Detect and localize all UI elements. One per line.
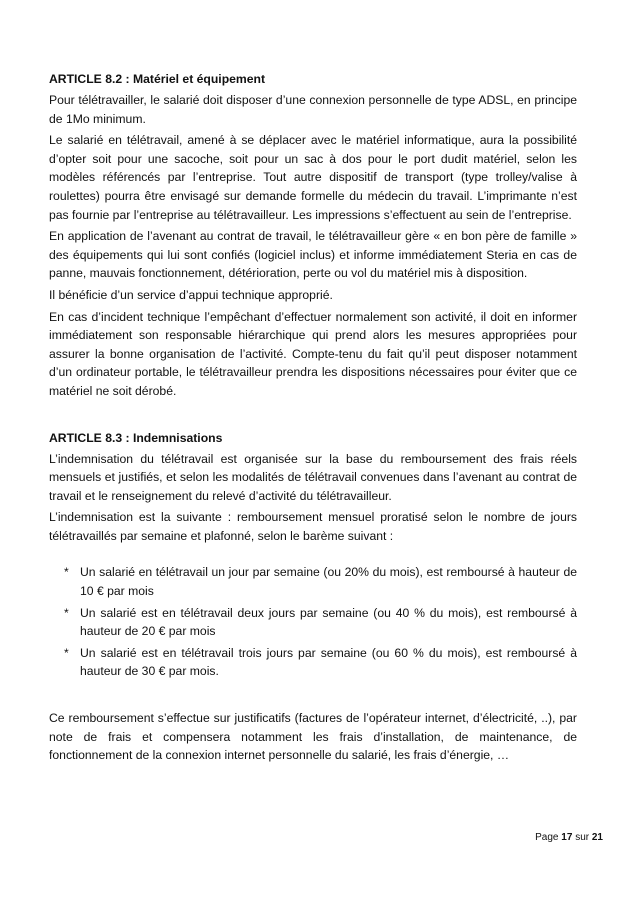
list-item-text: Un salarié est en télétravail deux jours par semaine (ou 40 % du mois), est remboursé à hauteur de 20 € par mois <box>80 605 577 639</box>
article-8-2-paragraph-2: Le salarié en télétravail, amené à se déplacer avec le matériel informatique, aura la possibilité d’opter soit pour une sacoche, soit pour un sac à dos pour le port dudit matériel, selon les modèles référencés par l’entreprise. Tout autre dispositif de transport (type trolley/valise à roulettes) pourra être envisagé sur demande formelle du médecin du travail. L’imprimante n’est pas fournie par l’entreprise au télétravailleur. Les impressions s’effectuent au sein de l’entreprise. <box>49 133 577 222</box>
article-8-2-paragraph-4: Il bénéficie d’un service d’appui technique approprié. <box>49 287 333 302</box>
indemnity-list <box>49 563 577 681</box>
page-of-label: sur <box>575 832 590 843</box>
bullet-marker: * <box>64 645 69 660</box>
bullet-marker: * <box>64 605 69 620</box>
article-8-2-paragraph-1: Pour télétravailler, le salarié doit disposer d’une connexion personnelle de type ADSL, en principe de 1Mo minimum. <box>49 93 577 126</box>
page-footer <box>535 832 603 843</box>
bullet-marker: * <box>64 565 69 580</box>
list-item-text: Un salarié en télétravail un jour par semaine (ou 20% du mois), est remboursé à hauteur de 10 € par mois <box>80 565 577 599</box>
article-8-2-title: ARTICLE 8.2 : Matériel et équipement <box>49 72 266 86</box>
document-page <box>49 70 577 768</box>
article-8-3-section <box>49 429 577 765</box>
list-item-text: Un salarié est en télétravail trois jours par semaine (ou 60 % du mois), est remboursé à hauteur de 30 € par mois. <box>80 645 577 679</box>
article-8-3-title: ARTICLE 8.3 : Indemnisations <box>49 430 223 445</box>
article-8-2-paragraph-5: En cas d’incident technique l’empêchant d’effectuer normalement son activité, il doit en informer immédiatement son responsable hiérarchique qui prend alors les mesures appropriées pour assurer la bonne organisation de l’activité. Compte-tenu du fait qu’il peut disposer notamment d’un ordinateur portable, le télétravailleur prendra les dispositions nécessaires pour éviter que ce matériel ne soit dérobé. <box>49 309 577 398</box>
article-8-3-paragraph-1: L’indemnisation du télétravail est organisée sur la base du remboursement des frais réels mensuels et justifiés, et selon les modalités de télétravail convenues dans l’avenant au contrat de travail et le renseignement du relevé d’activité du télétravailleur. <box>49 451 577 503</box>
article-8-2-paragraph-3: En application de l’avenant au contrat de travail, le télétravailleur gère « en bon père de famille » des équipements qui lui sont confiés (logiciel inclus) et informe immédiatement Steria en cas de panne, mauvais fonctionnement, détérioration, perte ou vol du matériel mis à disposition. <box>49 229 577 281</box>
list-item <box>49 644 577 681</box>
list-item <box>49 563 577 600</box>
page-number: 17 <box>561 832 573 843</box>
article-8-3-paragraph-2: L’indemnisation est la suivante : remboursement mensuel proratisé selon le nombre de jours télétravaillés par semaine et plafonné, selon le barème suivant : <box>49 510 577 543</box>
list-item <box>49 604 577 641</box>
total-pages: 21 <box>591 832 603 843</box>
page-label: Page <box>535 832 559 843</box>
article-8-3-closing-paragraph: Ce remboursement s’effectue sur justificatifs (factures de l’opérateur internet, d’électricité, ..), par note de frais et compensera notamment les frais d’installation, de maintenance, de fonctionnement de la connexion internet personnelle du salarié, les frais d’énergie, … <box>49 711 577 763</box>
